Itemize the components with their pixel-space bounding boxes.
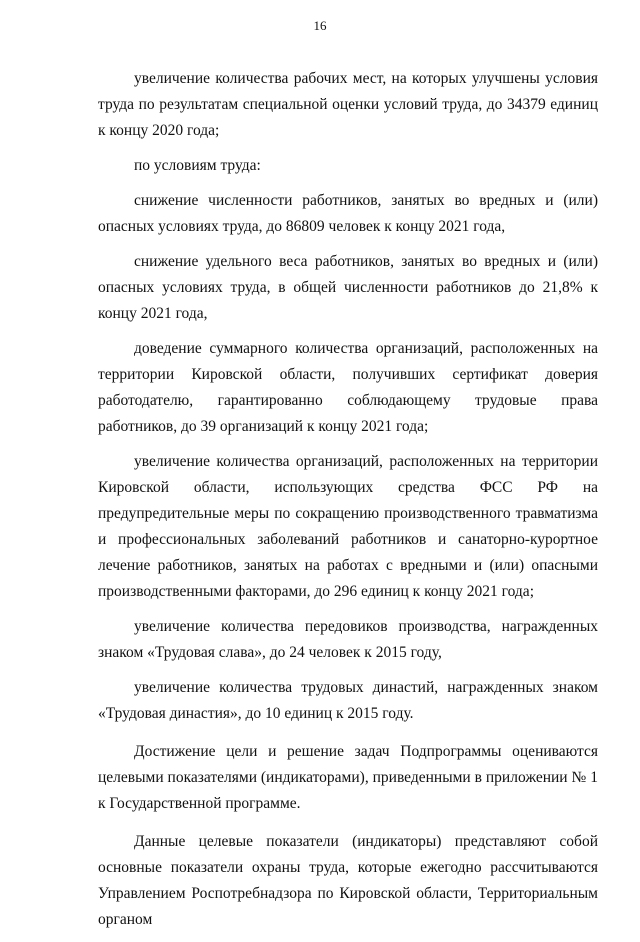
paragraph-harmful-workers-count: снижение численности работников, занятых во вредных и (или) опасных условиях труда, до 86809 человек к концу 2021 года, [98,192,598,235]
paragraph-fss-funds: увеличение количества организаций, расположенных на территории Кировской области, использующих средства ФСС РФ на предупредительные меры по сокращению производственного травматизма и профессиональных заболеваний работников и санаторно-курортное лечение работников, занятых на работах с вредными и (или) опасными производственными факторами, до 296 единиц к концу 2021 года; [98,453,598,600]
paragraph-workplaces: увеличение количества рабочих мест, на которых улучшены условия труда по результатам специальной оценки условий труда, до 34379 единиц к концу 2020 года; [98,70,598,139]
document-body [98,66,598,942]
page-number: 16 [313,18,327,33]
paragraph-indicators-description: Данные целевые показатели (индикаторы) представляют собой основные показатели охраны труда, которые ежегодно рассчитываются Управлением Роспотребнадзора по Кировской области, Территориальным органом [98,833,598,928]
paragraph-employer-certificate: доведение суммарного количества организаций, расположенных на территории Кировской области, получивших сертификат доверия работодателю, гарантированно соблюдающему трудовые права работников, до 39 организаций к концу 2021 года; [98,340,598,435]
paragraph-labor-glory: увеличение количества передовиков производства, награжденных знаком «Трудовая слава», до 24 человек к 2015 году, [98,618,598,661]
paragraph-harmful-workers-share: снижение удельного веса работников, занятых во вредных и (или) опасных условиях труда, в общей численности работников до 21,8% к концу 2021 года, [98,253,598,322]
paragraph-labor-dynasty: увеличение количества трудовых династий, награжденных знаком «Трудовая династия», до 10 единиц к 2015 году. [98,679,598,722]
paragraph-working-conditions-heading: по условиям труда: [134,157,261,174]
paragraph-indicators: Достижение цели и решение задач Подпрограммы оцениваются целевыми показателями (индикаторами), приведенными в приложении № 1 к Государственной программе. [98,743,598,812]
